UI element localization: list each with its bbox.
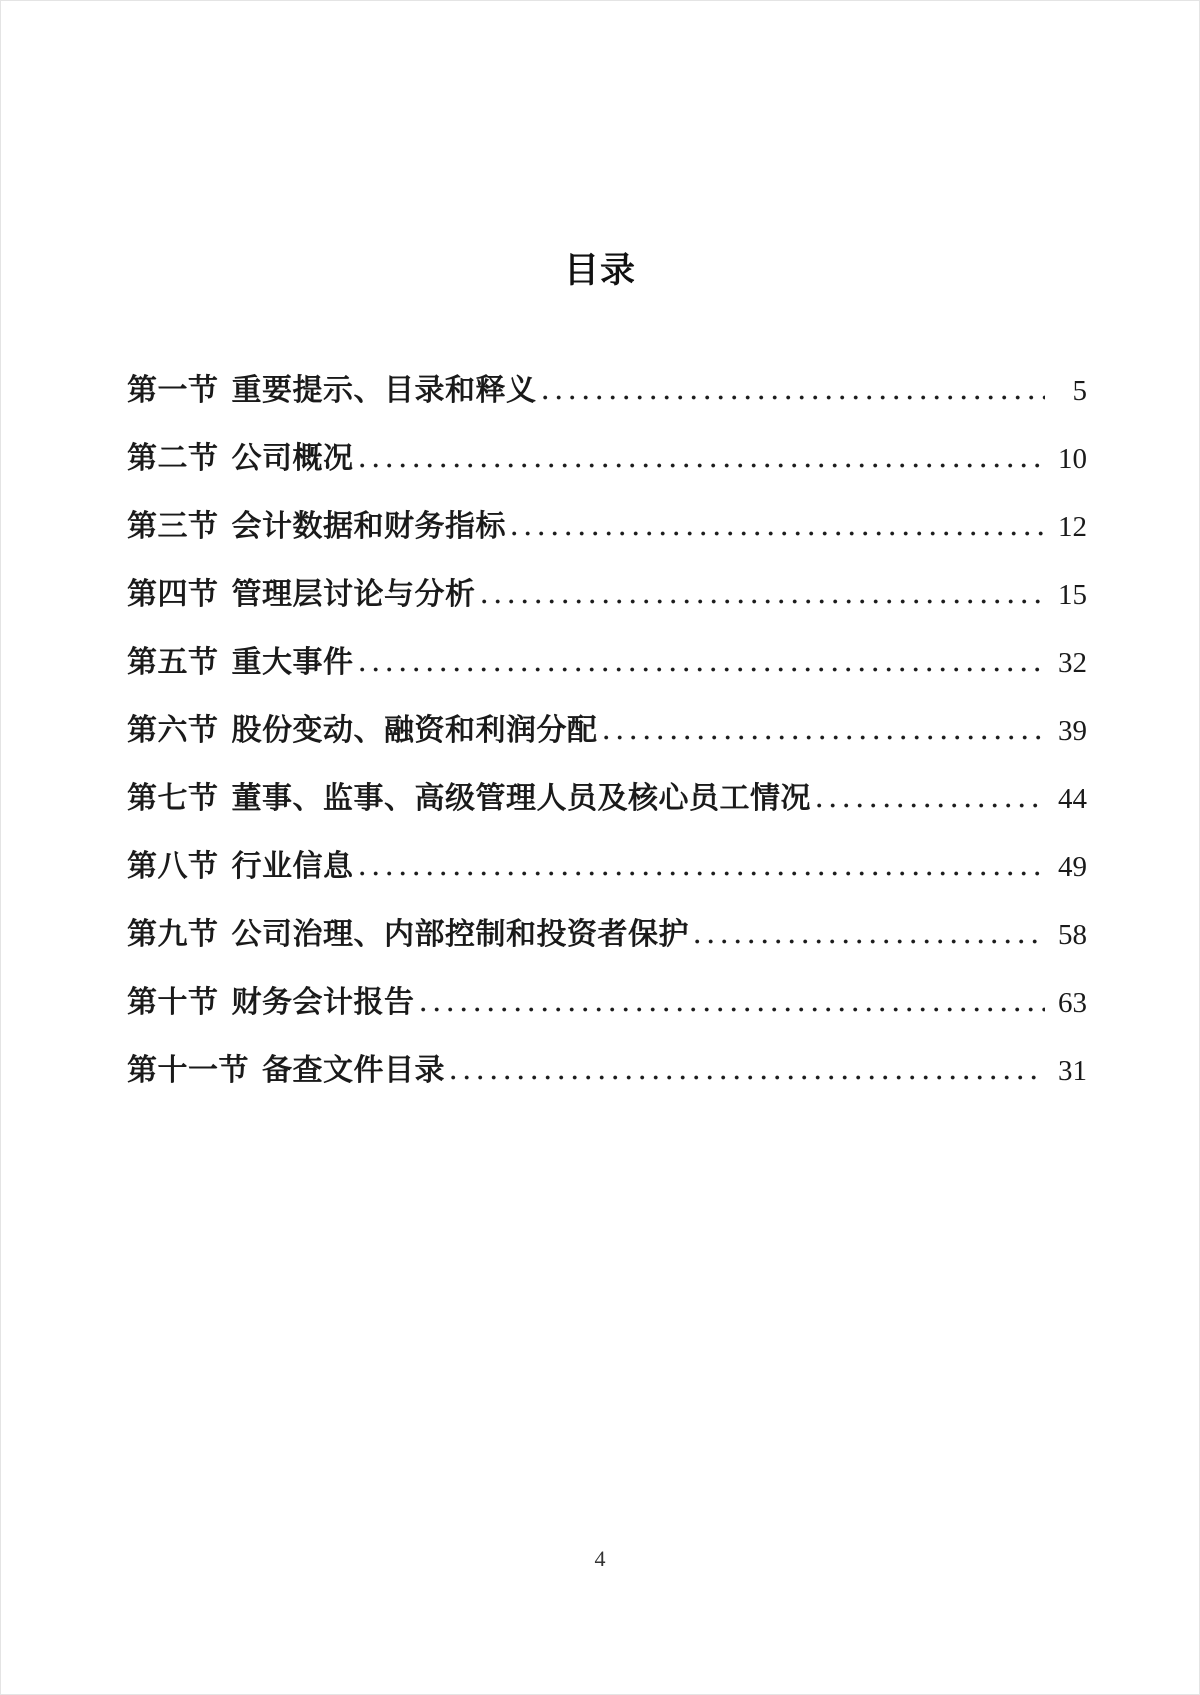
toc-entry[interactable]	[127, 1051, 1087, 1091]
toc-entry-title: 行业信息	[231, 850, 354, 883]
dotted-leader	[451, 1075, 1045, 1080]
toc-entry-section: 第三节	[127, 510, 219, 543]
toc-entry-section: 第二节	[127, 442, 219, 475]
dotted-leader	[695, 939, 1045, 944]
toc-entry-title: 会计数据和财务指标	[231, 510, 506, 543]
toc-list	[127, 371, 1087, 1119]
toc-entry-section: 第七节	[127, 782, 219, 815]
toc-entry-title: 董事、监事、高级管理人员及核心员工情况	[231, 782, 811, 815]
toc-entry-section: 第八节	[127, 850, 219, 883]
toc-entry-page-number: 49	[1058, 851, 1087, 883]
dotted-leader	[604, 735, 1046, 740]
toc-entry-page-number: 39	[1058, 715, 1087, 747]
toc-entry-page-number: 32	[1058, 647, 1087, 679]
toc-entry[interactable]	[127, 779, 1087, 819]
dotted-leader	[360, 463, 1046, 468]
toc-entry-section: 第一节	[127, 374, 219, 407]
dotted-leader	[543, 395, 1046, 400]
toc-entry-title: 公司概况	[231, 442, 354, 475]
toc-entry[interactable]	[127, 915, 1087, 955]
toc-entry-page-number: 15	[1058, 579, 1087, 611]
dotted-leader	[360, 871, 1046, 876]
toc-entry[interactable]	[127, 507, 1087, 547]
toc-entry[interactable]	[127, 371, 1087, 411]
toc-entry[interactable]	[127, 575, 1087, 615]
toc-entry-title: 备查文件目录	[262, 1054, 445, 1087]
toc-entry-section: 第九节	[127, 918, 219, 951]
toc-entry-title: 重大事件	[231, 646, 354, 679]
toc-entry-title: 重要提示、目录和释义	[231, 374, 537, 407]
dotted-leader	[512, 531, 1045, 536]
toc-entry[interactable]	[127, 439, 1087, 479]
toc-entry-section: 第五节	[127, 646, 219, 679]
toc-entry-section: 第十一节	[127, 1054, 249, 1087]
toc-entry[interactable]	[127, 643, 1087, 683]
toc-entry-title: 管理层讨论与分析	[231, 578, 476, 611]
toc-entry-page-number: 10	[1058, 443, 1087, 475]
dotted-leader	[482, 599, 1046, 604]
page-title: 目录	[563, 251, 636, 290]
toc-entry-page-number: 44	[1058, 783, 1087, 815]
toc-entry-title: 财务会计报告	[231, 986, 415, 1019]
toc-entry[interactable]	[127, 983, 1087, 1023]
dotted-leader	[421, 1007, 1046, 1012]
toc-entry[interactable]	[127, 847, 1087, 887]
footer-page-number: 4	[594, 1546, 606, 1571]
toc-entry-page-number: 63	[1058, 987, 1087, 1019]
toc-entry-section: 第十节	[127, 986, 219, 1019]
toc-entry-title: 公司治理、内部控制和投资者保护	[231, 918, 689, 951]
toc-entry-section: 第六节	[127, 714, 219, 747]
toc-entry-title: 股份变动、融资和利润分配	[231, 714, 598, 747]
toc-entry-page-number: 58	[1058, 919, 1087, 951]
dotted-leader	[817, 803, 1045, 808]
toc-entry-page-number: 12	[1058, 511, 1087, 543]
toc-entry-page-number: 5	[1072, 375, 1087, 407]
toc-entry-section: 第四节	[127, 578, 219, 611]
dotted-leader	[360, 667, 1046, 672]
toc-entry-page-number: 31	[1058, 1055, 1087, 1087]
toc-entry[interactable]	[127, 711, 1087, 751]
